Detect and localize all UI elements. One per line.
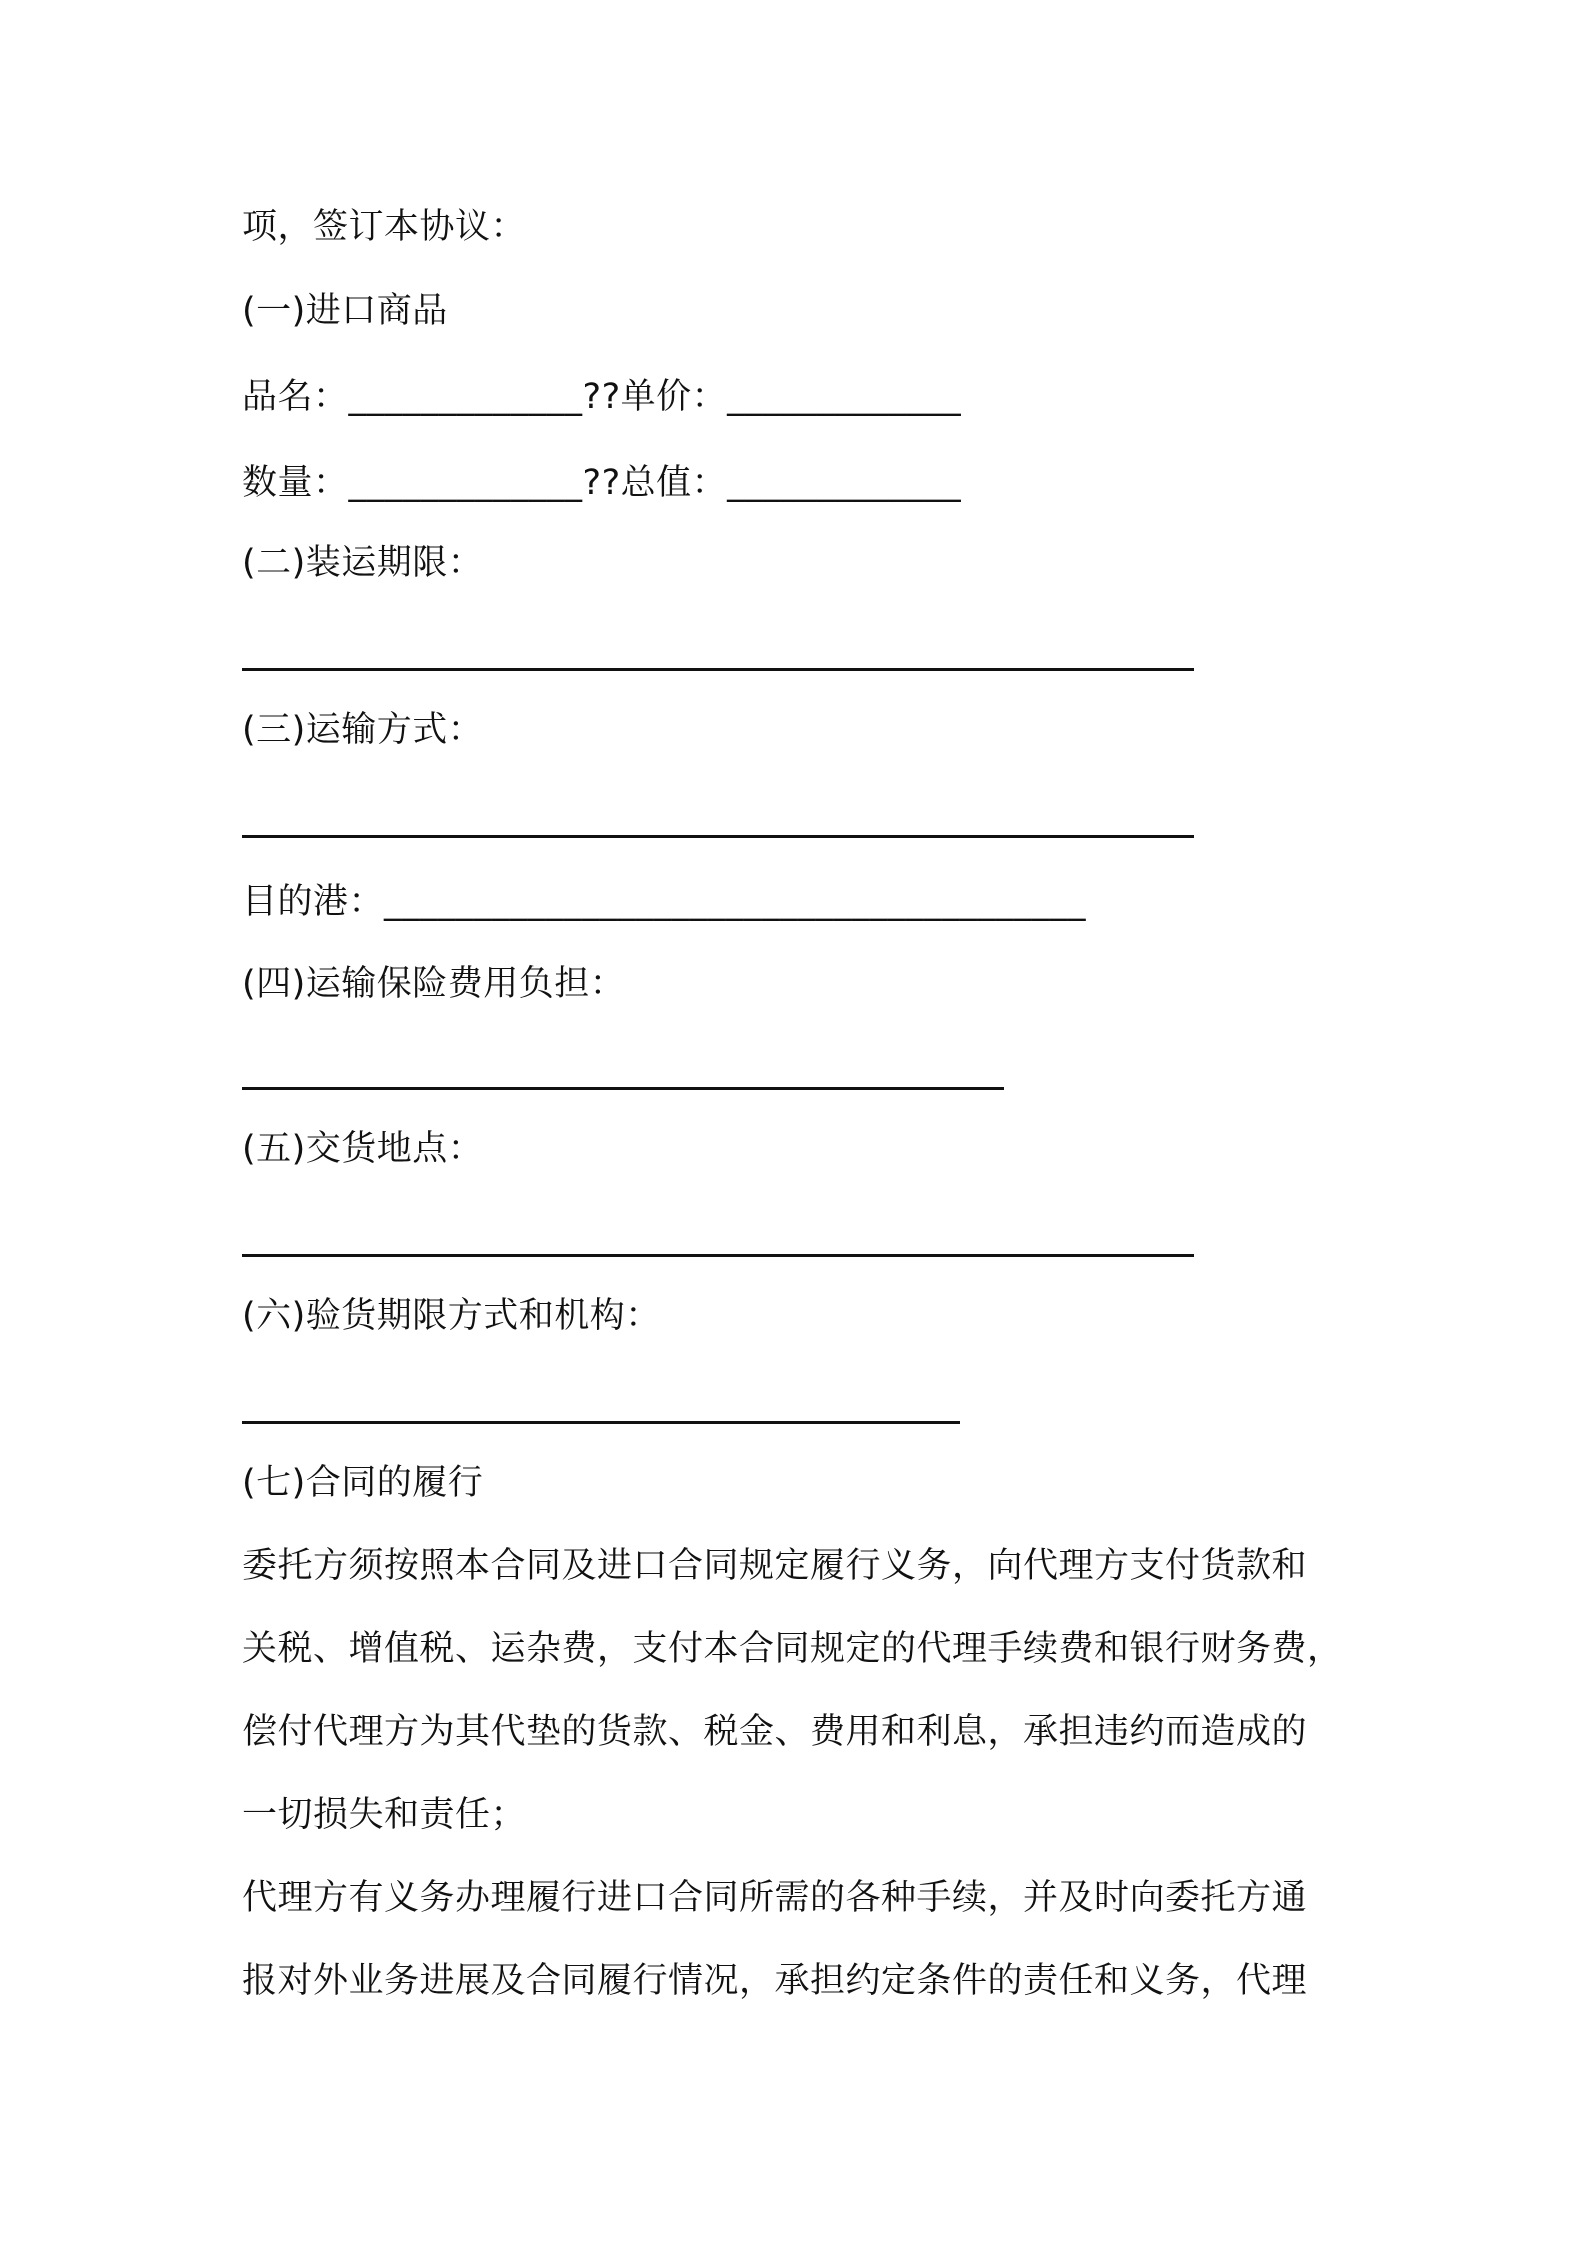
paragraph-line: 偿付代理方为其代垫的货款、税金、费用和利息，承担违约而造成的	[242, 1712, 1308, 1752]
destination-port-line: 目的港：_______________________________________	[242, 882, 1087, 922]
paragraph-line: 一切损失和责任；	[242, 1795, 527, 1835]
quantity-total-line: 数量：_____________??总值：_____________	[242, 463, 962, 503]
section-3-heading: (三)运输方式：	[242, 710, 484, 750]
paragraph-line: 代理方有义务办理履行进口合同所需的各种手续，并及时向委托方通	[242, 1878, 1308, 1918]
section-7-heading: (七)合同的履行	[242, 1463, 484, 1503]
paragraph-line: 委托方须按照本合同及进口合同规定履行义务，向代理方支付货款和	[242, 1546, 1308, 1586]
section-2-heading: (二)装运期限：	[242, 543, 484, 583]
intro-line: 项，签订本协议：	[242, 207, 527, 247]
section-1-heading: (一)进口商品	[242, 291, 448, 331]
section-5-heading: (五)交货地点：	[242, 1129, 484, 1169]
paragraph-line: 关税、增值税、运杂费，支付本合同规定的代理手续费和银行财务费，	[242, 1629, 1343, 1669]
delivery-place-blank	[242, 1254, 1194, 1257]
insurance-cost-blank	[242, 1087, 1004, 1090]
section-6-heading: (六)验货期限方式和机构：	[242, 1296, 661, 1336]
paragraph-line: 报对外业务进展及合同履行情况，承担约定条件的责任和义务，代理	[242, 1961, 1308, 2001]
transport-method-blank	[242, 835, 1194, 838]
inspection-blank	[242, 1421, 960, 1424]
shipment-period-blank	[242, 668, 1194, 671]
section-4-heading: (四)运输保险费用负担：	[242, 964, 626, 1004]
product-name-price-line: 品名：_____________??单价：_____________	[242, 377, 962, 417]
